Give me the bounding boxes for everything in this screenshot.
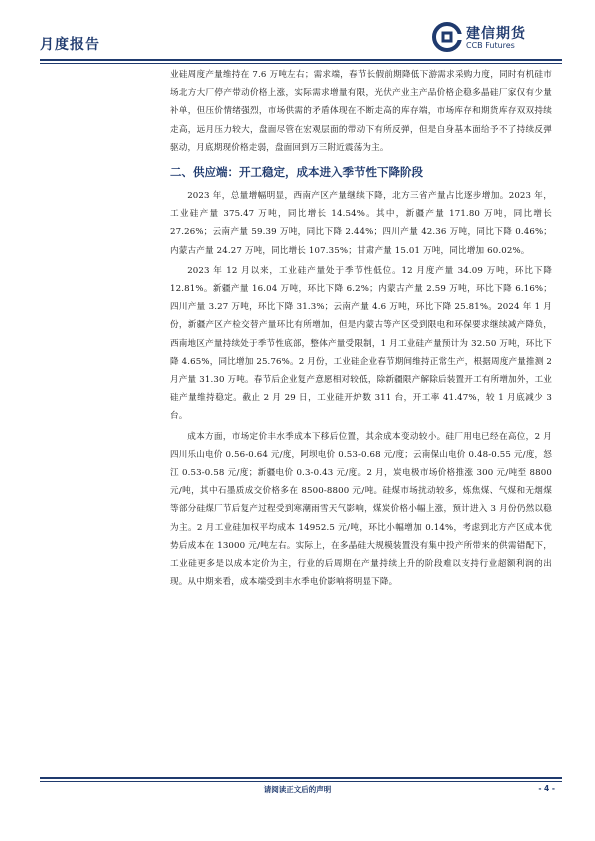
page-number: - 4 - <box>538 784 555 793</box>
report-body <box>170 66 552 593</box>
page-header <box>0 0 595 62</box>
cost-paragraph: 成本方面，市场定价丰水季成本下移后位置，其余成本变动较小。硅厂用电已经在高位，2 月四川乐山电价 0.56-0.64 元/度，阿坝电价 0.53-0.68 元/度；云南保山电价 0.48-0.55 元/度，怒江 0.53-0.58 元/度；新疆电价 0.3-0.43 元/度。2 月，炭电极市场价格推涨 300 元/吨至 8800 元/吨，其中石墨质成交价格多在 8500-8800 元/吨。硅煤市场扰动较多，炼焦煤、气煤和无烟煤等部分硅煤厂节后复产过程受到寒潮雨雪天气影响，煤炭价格小幅上涨，预计进入 3 月份仍然以稳为主。2 月工业硅加权平均成本 14952.5 元/吨，环比小幅增加 0.14%，考虑到北方产区成本优势后成本在 13000 元/吨左右。实际上，在多晶硅大规模装置没有集中投产所带来的供需错配下，工业硅更多是以成本定价为主，行业的后周期在产量持续上升的阶段难以支持行业超额利润的出现。从中期来看，成本端受到丰水季电价影响将明显下降。 <box>170 431 552 588</box>
disclaimer-notice: 请阅读正文后的声明 <box>263 785 332 794</box>
footer-divider-thin <box>40 781 562 782</box>
section-heading: 二、供应端：开工稳定，成本进入季节性下降阶段 <box>170 165 423 180</box>
footer-divider <box>40 777 562 779</box>
header-divider <box>40 59 562 61</box>
supply-overview-paragraph: 2023 年，总量增幅明显，西南产区产量继续下降，北方三省产量占比逐步增加。2023 年，工业硅产量 375.47 万吨，同比增长 14.54%。其中，新疆产量 171.80 万吨，同比增长 27.26%；云南产量 59.39 万吨，同比下降 2.44%；四川产量 42.36 万吨，同比下降 0.46%；内蒙古产量 24.27 万吨，同比增长 107.35%；甘肃产量 15.01 万吨，同比增加 60.02%。 <box>170 191 552 256</box>
logo-chinese-name: 建信期货 <box>466 26 526 42</box>
report-type-label: 月度报告 <box>40 37 100 53</box>
intro-paragraph: 业硅周度产量维持在 7.6 万吨左右；需求端，春节长假前期降低下游需求采购力度，同时有机硅市场北方大厂停产带动价格上涨，实际需求增量有限，光伏产业主产品价格企稳多晶硅厂家仅有少量补单，但压价情绪强烈，市场供需的矛盾体现在不断走高的库存端，市场库存和期货库存双双持续走高，远月压力较大，盘面尽管在宏观层面的带动下有所反弹，但是自身基本面给予不了持续反弹驱动，月底期现价格走弱，盘面回到万三附近震荡为主。 <box>170 70 552 153</box>
logo-english-name: CCB Futures <box>466 41 515 50</box>
ccb-logo-icon <box>432 22 462 52</box>
company-logo <box>432 20 562 54</box>
header-divider-thin <box>40 63 562 64</box>
monthly-output-paragraph: 2023 年 12 月以来，工业硅产量处于季节性低位。12 月度产量 34.09 万吨，环比下降 12.81%。新疆产量 16.04 万吨，环比下降 6.2%；内蒙古产量 2.59 万吨，环比下降 6.16%；四川产量 3.27 万吨，环比下降 31.3%；云南产量 4.6 万吨，环比下降 25.81%。2024 年 1 月份，新疆产区产检交替产量环比有所增加，但是内蒙古等产区受到限电和环保要求继续减产降负，西南地区产量持续处于季节性底部，整体产量受限制，1 月工业硅产量预计为 32.50 万吨，环比下降 4.65%，同比增加 25.76%。2 月份，工业硅企业春节期间维持正常生产，根据周度产量推测 2 月产量 31.30 万吨。春节后企业复产意愿相对较低，除新疆限产解除后装置开工有所增加外，工业硅产量维持稳定。截止 2 月 29 日，工业硅开炉数 311 台，开工率 41.47%，较 1 月底减少 3 台。 <box>170 265 552 422</box>
